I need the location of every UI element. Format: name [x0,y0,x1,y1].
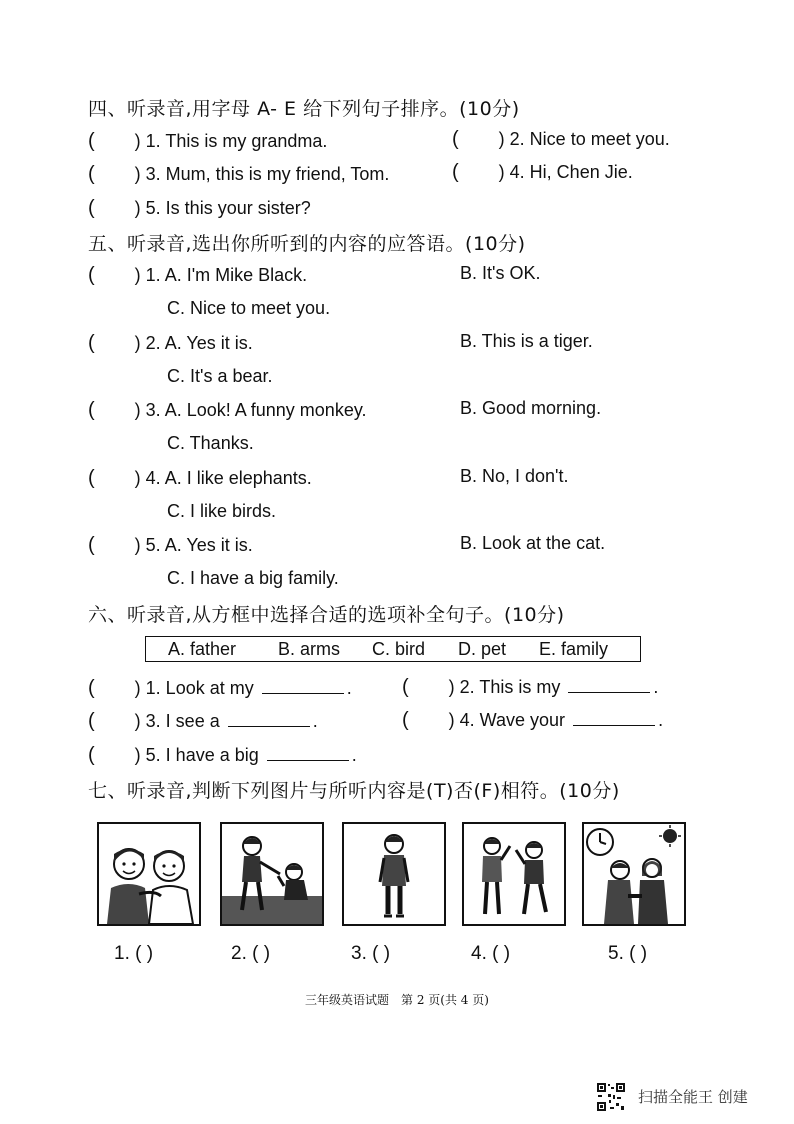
picture-1-answer[interactable]: 1. ( ) [114,943,154,964]
word-option: C. bird [372,639,426,659]
s5-question-4: ( ) 4. A. I like elephants. [88,467,312,489]
option-b: B. No, I don't. [460,466,569,486]
section-4-heading: 四、听录音,用字母 A- E 给下列句子排序。(10分) [88,98,520,120]
s5-question-1: ( ) 1. A. I'm Mike Black. [88,264,308,286]
picture-5-greeting-morning [582,822,686,926]
word-option: A. father [168,639,237,659]
section-6-heading: 六、听录音,从方框中选择合适的选项补全句子。(10分) [88,604,565,626]
option-b: B. It's OK. [460,263,541,283]
scanner-label: 扫描全能王 创建 [638,1088,748,1106]
page-footer: 三年级英语试题 第 2 页(共 4 页) [305,993,489,1007]
answer-blank[interactable] [568,678,650,693]
picture-4-boys-waving [462,822,566,926]
word-bank-box [145,636,641,662]
s5-question-3: ( ) 3. A. Look! A funny monkey. [88,399,367,421]
s5-question-2: ( ) 2. A. Yes it is. [88,332,253,354]
picture-5-answer[interactable]: 5. ( ) [608,943,648,964]
option-c: C. Nice to meet you. [167,298,331,318]
s6-item-5: ( ) 5. I have a big . [88,744,357,766]
s6-item-1: ( ) 1. Look at my . [88,677,352,699]
picture-3-standing-boy [342,822,446,926]
s4-item-2: ( ) 2. Nice to meet you. [452,128,670,150]
s4-item-5: ( ) 5. Is this your sister? [88,197,311,219]
section-7-heading: 七、听录音,判断下列图片与所听内容是(T)否(F)相符。(10分) [88,780,620,802]
s4-item-1: ( ) 1. This is my grandma. [88,130,328,152]
picture-4-answer[interactable]: 4. ( ) [471,943,511,964]
answer-blank[interactable] [262,679,344,694]
s4-item-4: ( ) 4. Hi, Chen Jie. [452,161,633,183]
answer-blank[interactable] [267,746,349,761]
option-c: C. I like birds. [167,501,277,521]
option-b: B. Good morning. [460,398,602,418]
picture-2-helping-up [220,822,324,926]
answer-blank[interactable] [573,711,655,726]
option-a: A. Yes it is. [164,535,253,555]
picture-1-two-boys [97,822,201,926]
s4-item-3: ( ) 3. Mum, this is my friend, Tom. [88,163,390,185]
s6-item-4: ( ) 4. Wave your . [402,709,664,731]
word-option: B. arms [278,639,341,659]
word-option: D. pet [458,639,507,659]
qr-code-icon [596,1082,626,1112]
option-c: C. Thanks. [167,433,254,453]
word-option: E. family [539,639,609,659]
option-b: B. Look at the cat. [460,533,606,553]
s6-item-3: ( ) 3. I see a . [88,710,318,732]
option-a: A. I like elephants. [164,468,312,488]
option-a: A. I'm Mike Black. [164,265,308,285]
s5-question-5: ( ) 5. A. Yes it is. [88,534,253,556]
option-b: B. This is a tiger. [460,331,593,351]
option-a: A. Look! A funny monkey. [164,400,367,420]
picture-2-answer[interactable]: 2. ( ) [231,943,271,964]
option-c: C. I have a big family. [167,568,339,588]
answer-blank[interactable] [228,712,310,727]
option-c: C. It's a bear. [167,366,273,386]
section-5-heading: 五、听录音,选出你所听到的内容的应答语。(10分) [88,233,526,255]
picture-3-answer[interactable]: 3. ( ) [351,943,391,964]
option-a: A. Yes it is. [164,333,253,353]
s6-item-2: ( ) 2. This is my . [402,676,659,698]
